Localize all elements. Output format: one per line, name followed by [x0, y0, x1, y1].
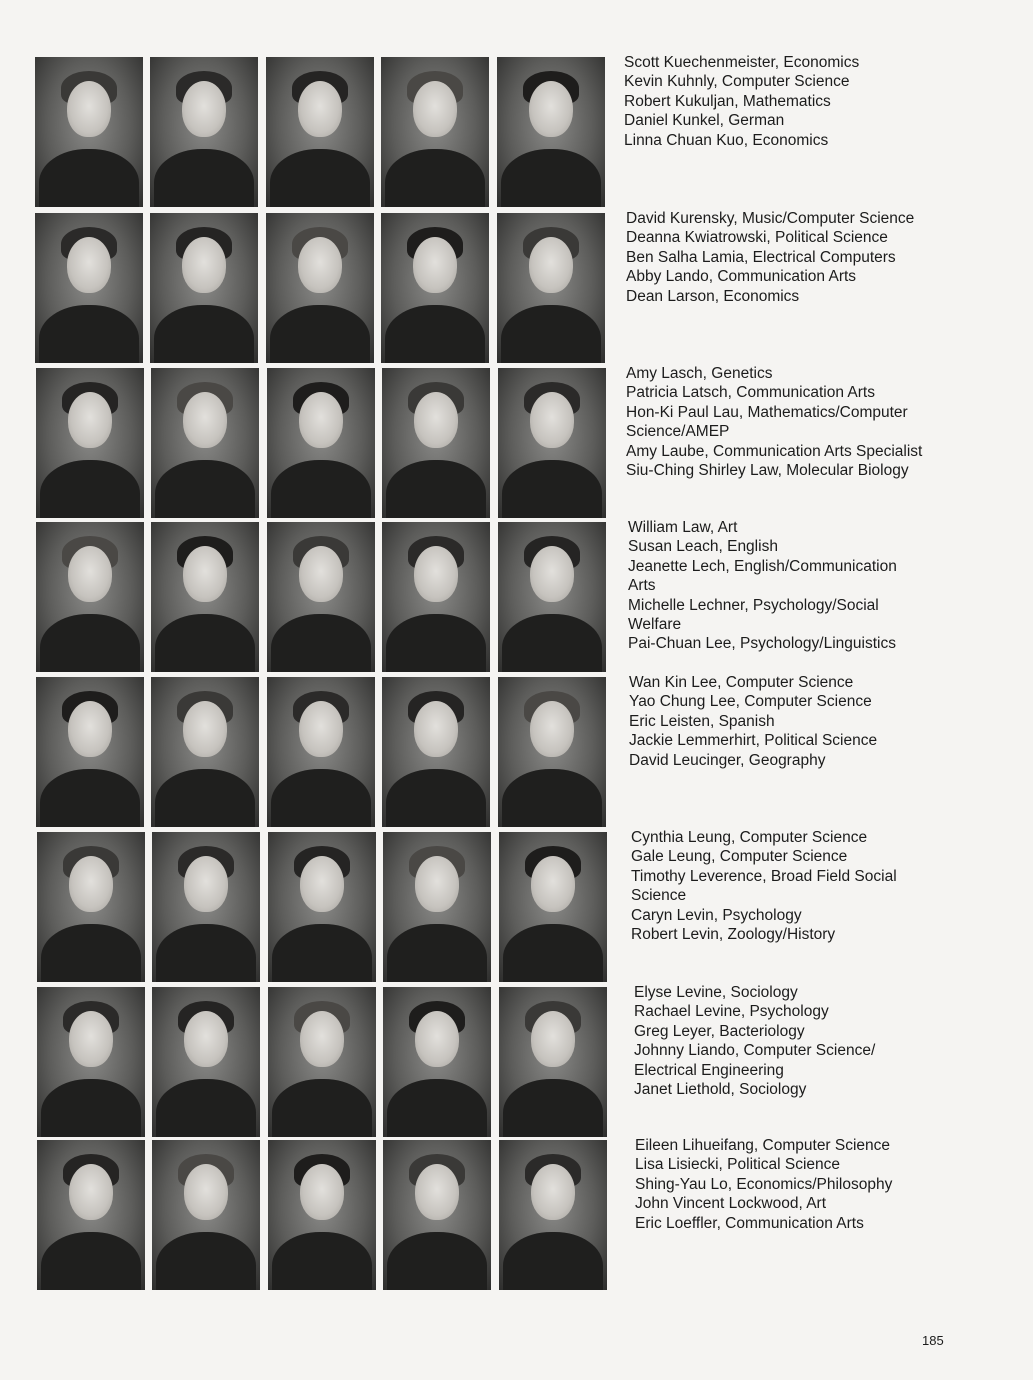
- student-portrait-photo: [268, 832, 376, 982]
- caption-line: Greg Leyer, Bacteriology: [634, 1022, 805, 1040]
- portrait-row: [0, 674, 1033, 829]
- caption-line: Robert Levin, Zoology/History: [631, 926, 836, 944]
- caption-line: Jeanette Lech, English/Communication: [628, 557, 897, 575]
- name-caption-list: [628, 518, 968, 654]
- caption-line: Rachael Levine, Psychology: [634, 1003, 829, 1021]
- caption-line: Timothy Leverence, Broad Field Social: [631, 867, 897, 885]
- student-portrait-photo: [151, 677, 259, 827]
- caption-line: Arts: [628, 577, 656, 595]
- name-caption-list: [634, 983, 974, 1099]
- caption-line: Kevin Kuhnly, Computer Science: [624, 73, 850, 91]
- student-portrait-photo: [499, 1140, 607, 1290]
- caption-line: Deanna Kwiatrowski, Political Science: [626, 229, 888, 247]
- caption-line: Amy Laube, Communication Arts Specialist: [626, 442, 923, 460]
- student-portrait-photo: [498, 368, 606, 518]
- student-portrait-photo: [267, 522, 375, 672]
- caption-line: Abby Lando, Communication Arts: [626, 268, 857, 286]
- caption-line: Science/AMEP: [626, 423, 730, 441]
- caption-line: Amy Lasch, Genetics: [626, 365, 773, 382]
- caption-line: Caryn Levin, Psychology: [631, 906, 802, 924]
- caption-line: David Kurensky, Music/Computer Science: [626, 210, 915, 227]
- page-number: 185: [922, 1333, 944, 1348]
- student-portrait-photo: [35, 213, 143, 363]
- caption-line: Susan Leach, English: [628, 538, 778, 556]
- caption-line: Daniel Kunkel, German: [624, 112, 785, 130]
- portrait-row: [0, 365, 1033, 520]
- caption-line: Eileen Lihueifang, Computer Science: [635, 1137, 891, 1154]
- student-portrait-photo: [383, 1140, 491, 1290]
- student-portrait-photo: [267, 677, 375, 827]
- caption-line: Yao Chung Lee, Computer Science: [629, 693, 872, 711]
- caption-line: Robert Kukuljan, Mathematics: [624, 92, 831, 110]
- student-portrait-photo: [36, 522, 144, 672]
- caption-line: Cynthia Leung, Computer Science: [631, 829, 868, 846]
- student-portrait-photo: [268, 987, 376, 1137]
- caption-line: Hon-Ki Paul Lau, Mathematics/Computer: [626, 403, 908, 421]
- student-portrait-photo: [152, 987, 260, 1137]
- student-portrait-photo: [499, 832, 607, 982]
- student-portrait-photo: [266, 57, 374, 207]
- caption-line: Ben Salha Lamia, Electrical Computers: [626, 248, 896, 266]
- student-portrait-photo: [382, 368, 490, 518]
- portrait-row: [0, 54, 1033, 209]
- portrait-row: [0, 210, 1033, 365]
- caption-line: Eric Leisten, Spanish: [629, 712, 775, 730]
- student-portrait-photo: [151, 368, 259, 518]
- caption-line: Patricia Latsch, Communication Arts: [626, 384, 875, 402]
- student-portrait-photo: [498, 677, 606, 827]
- student-portrait-photo: [267, 368, 375, 518]
- caption-line: Elyse Levine, Sociology: [634, 984, 798, 1001]
- student-portrait-photo: [383, 987, 491, 1137]
- caption-line: Science: [631, 887, 687, 905]
- caption-line: Janet Liethold, Sociology: [634, 1081, 807, 1099]
- student-portrait-photo: [36, 677, 144, 827]
- portrait-row: [0, 1137, 1033, 1292]
- student-portrait-photo: [37, 987, 145, 1137]
- student-portrait-photo: [382, 677, 490, 827]
- caption-line: Lisa Lisiecki, Political Science: [635, 1156, 841, 1174]
- caption-line: Jackie Lemmerhirt, Political Science: [629, 732, 878, 750]
- student-portrait-photo: [151, 522, 259, 672]
- student-portrait-photo: [382, 522, 490, 672]
- name-caption-list: [626, 364, 966, 480]
- caption-line: Wan Kin Lee, Computer Science: [629, 674, 854, 691]
- caption-line: Pai-Chuan Lee, Psychology/Linguistics: [628, 635, 896, 653]
- name-caption-list: [624, 53, 964, 150]
- caption-line: William Law, Art: [628, 519, 738, 536]
- student-portrait-photo: [152, 832, 260, 982]
- caption-line: David Leucinger, Geography: [629, 751, 826, 769]
- portrait-row: [0, 984, 1033, 1139]
- caption-line: Linna Chuan Kuo, Economics: [624, 131, 829, 149]
- student-portrait-photo: [35, 57, 143, 207]
- name-caption-list: [626, 209, 966, 306]
- student-portrait-photo: [268, 1140, 376, 1290]
- caption-line: Dean Larson, Economics: [626, 287, 800, 305]
- student-portrait-photo: [152, 1140, 260, 1290]
- student-portrait-photo: [381, 57, 489, 207]
- caption-line: Johnny Liando, Computer Science/: [634, 1042, 876, 1060]
- student-portrait-photo: [37, 1140, 145, 1290]
- student-portrait-photo: [499, 987, 607, 1137]
- student-portrait-photo: [381, 213, 489, 363]
- caption-line: Shing-Yau Lo, Economics/Philosophy: [635, 1175, 893, 1193]
- name-caption-list: [631, 828, 971, 944]
- portrait-row: [0, 519, 1033, 674]
- caption-line: Michelle Lechner, Psychology/Social: [628, 596, 879, 614]
- caption-line: Gale Leung, Computer Science: [631, 848, 848, 866]
- student-portrait-photo: [36, 368, 144, 518]
- caption-line: Eric Loeffler, Communication Arts: [635, 1214, 864, 1232]
- caption-line: Scott Kuechenmeister, Economics: [624, 54, 860, 71]
- student-portrait-photo: [150, 57, 258, 207]
- name-caption-list: [629, 673, 969, 770]
- student-portrait-photo: [150, 213, 258, 363]
- student-portrait-photo: [497, 213, 605, 363]
- student-portrait-photo: [383, 832, 491, 982]
- caption-line: Electrical Engineering: [634, 1061, 784, 1079]
- name-caption-list: [635, 1136, 975, 1233]
- caption-line: John Vincent Lockwood, Art: [635, 1195, 827, 1213]
- student-portrait-photo: [37, 832, 145, 982]
- student-portrait-photo: [497, 57, 605, 207]
- caption-line: Welfare: [628, 616, 682, 634]
- student-portrait-photo: [266, 213, 374, 363]
- portrait-row: [0, 829, 1033, 984]
- caption-line: Siu-Ching Shirley Law, Molecular Biology: [626, 462, 909, 480]
- student-portrait-photo: [498, 522, 606, 672]
